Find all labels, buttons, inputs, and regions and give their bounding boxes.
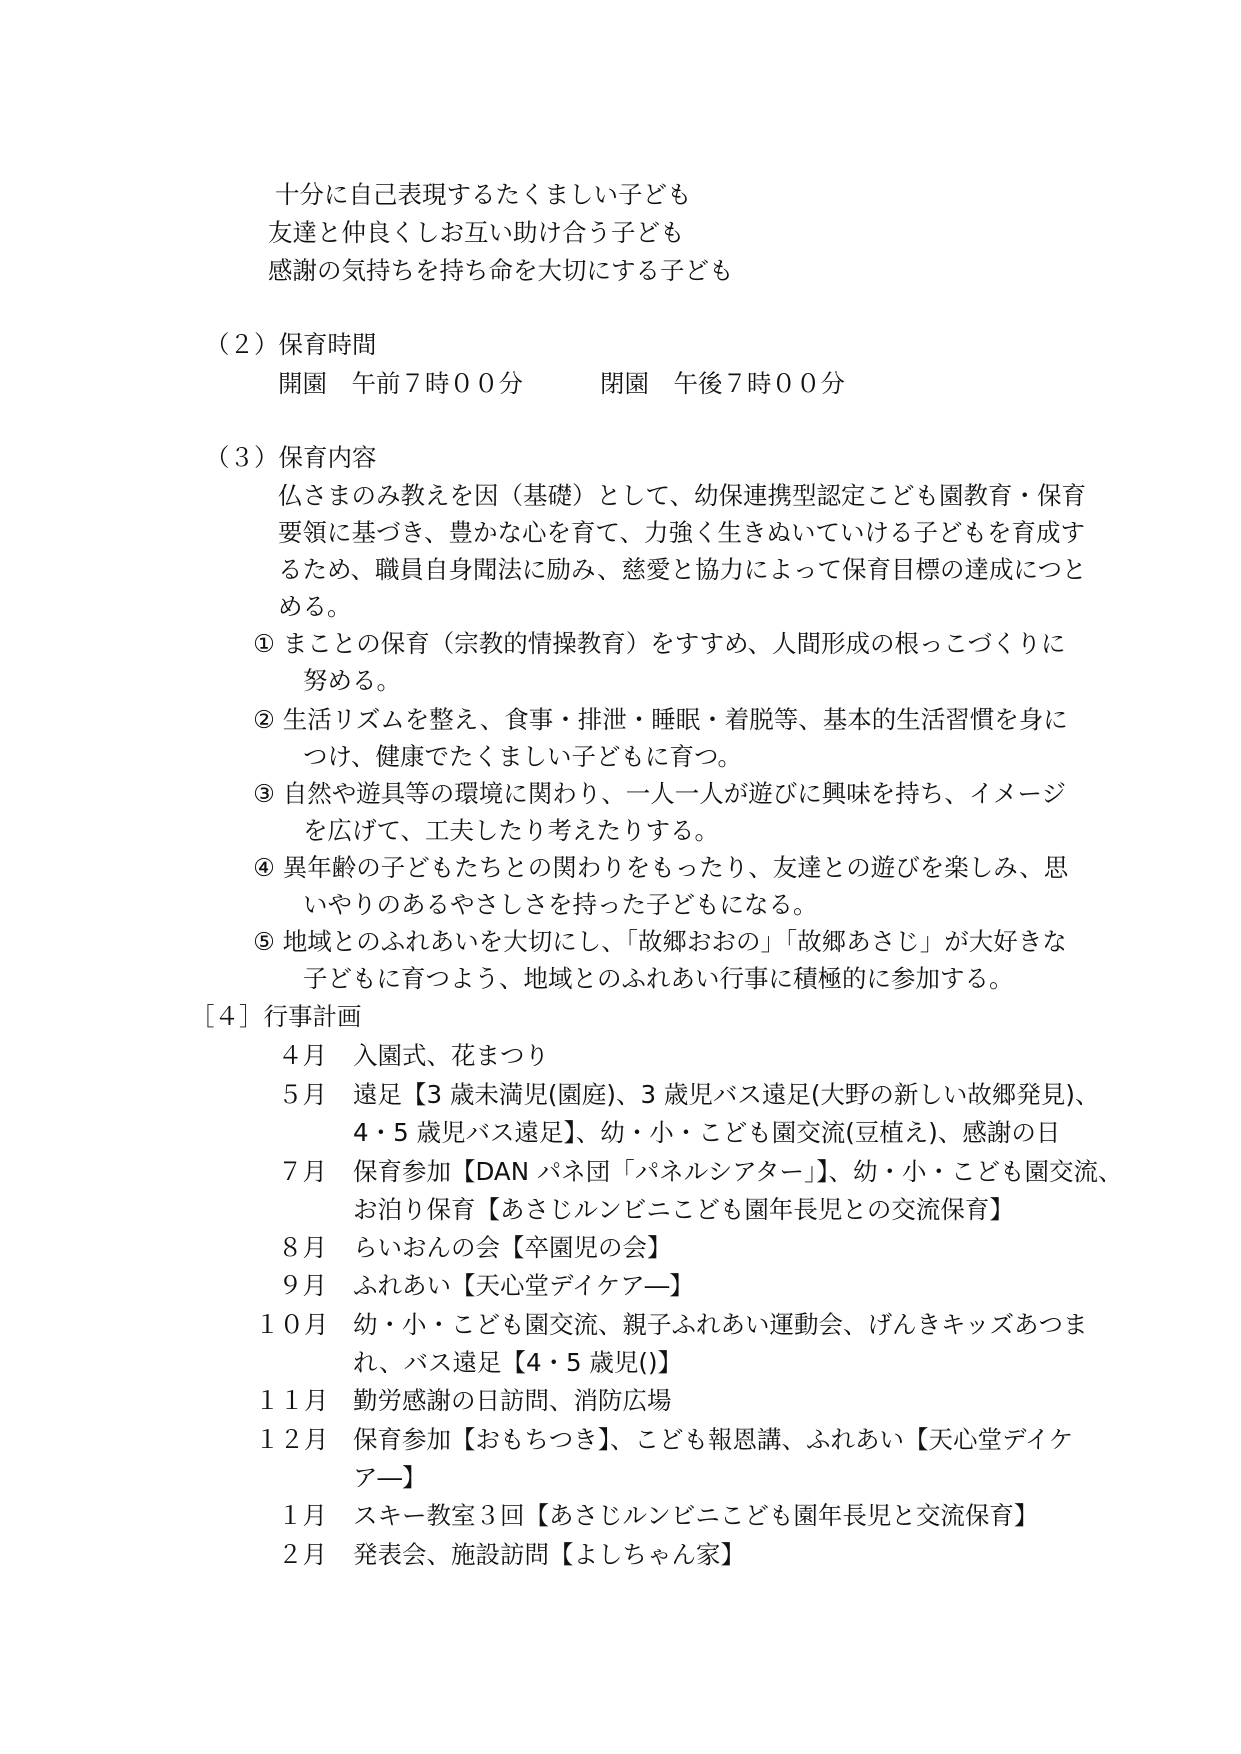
paragraph-line: 仏さまのみ教えを因（基礎）として、幼保連携型認定こども園教育・保育 bbox=[278, 481, 1087, 510]
list-item-continuation: 努める。 bbox=[303, 666, 401, 695]
list-item: ② 生活リズムを整え、食事・排泄・睡眠・着脱等、基本的生活習慣を身に bbox=[253, 705, 1068, 734]
event-text: 保育参加【おもちつき】、こども報恩講、ふれあい【天心堂デイケ bbox=[353, 1425, 1074, 1454]
paragraph-line: める。 bbox=[278, 592, 352, 621]
event-text: 入園式、花まつり bbox=[353, 1041, 549, 1070]
event-month: １１月 bbox=[255, 1386, 329, 1415]
paragraph-line: 要領に基づき、豊かな心を育て、力強く生きぬいていける子どもを育成す bbox=[278, 518, 1086, 547]
list-item-continuation: 子どもに育つよう、地域とのふれあい行事に積極的に参加する。 bbox=[303, 964, 1014, 993]
closing-hours: 閉園 午後７時００分 bbox=[600, 369, 845, 398]
list-item: ⑤ 地域とのふれあいを大切にし、「故郷おおの」「故郷あさじ」が大好きな bbox=[253, 927, 1067, 956]
list-item: ① まことの保育（宗教的情操教育）をすすめ、人間形成の根っこづくりに bbox=[253, 629, 1066, 658]
event-month: １月 bbox=[278, 1501, 327, 1530]
section-heading: （２）保育時間 bbox=[205, 330, 377, 359]
event-text: らいおんの会【卒園児の会】 bbox=[353, 1233, 672, 1262]
list-item-continuation: を広げて、工夫したり考えたりする。 bbox=[303, 816, 720, 845]
goal-line: 感謝の気持ちを持ち命を大切にする子ども bbox=[268, 256, 734, 285]
event-text: ふれあい【天心堂デイケア―】 bbox=[353, 1271, 694, 1300]
event-text: ア―】 bbox=[353, 1463, 427, 1492]
event-text: 4・5 歳児バス遠足】、幼・小・こども園交流(豆植え)、感謝の日 bbox=[353, 1118, 1061, 1147]
section-heading: ［４］行事計画 bbox=[190, 1002, 362, 1031]
event-month: ９月 bbox=[278, 1271, 327, 1300]
event-month: ８月 bbox=[278, 1233, 327, 1262]
section-heading: （３）保育内容 bbox=[205, 443, 377, 472]
event-text: 勤労感謝の日訪問、消防広場 bbox=[353, 1386, 672, 1415]
goal-line: 友達と仲良くしお互い助け合う子ども bbox=[268, 218, 685, 247]
event-text: お泊り保育【あさじルンビニこども園年長児との交流保育】 bbox=[353, 1195, 1014, 1224]
event-text: 幼・小・こども園交流、親子ふれあい運動会、げんきキッズあつま bbox=[353, 1310, 1088, 1339]
event-month: ７月 bbox=[278, 1157, 327, 1186]
event-month: ２月 bbox=[278, 1540, 327, 1569]
event-text: 遠足【3 歳未満児(園庭)、3 歳児バス遠足(大野の新しい故郷発見)、 bbox=[353, 1080, 1100, 1109]
list-item-continuation: つけ、健康でたくましい子どもに育つ。 bbox=[303, 742, 743, 771]
event-month: １０月 bbox=[255, 1310, 329, 1339]
goal-line: 十分に自己表現するたくましい子ども bbox=[275, 180, 692, 209]
event-month: ５月 bbox=[278, 1080, 327, 1109]
event-month: ４月 bbox=[278, 1041, 327, 1070]
event-month: １２月 bbox=[255, 1425, 329, 1454]
event-text: 保育参加【DAN パネ団「パネルシアター」】、幼・小・こども園交流、 bbox=[353, 1157, 1123, 1186]
list-item: ④ 異年齢の子どもたちとの関わりをもったり、友達との遊びを楽しみ、思 bbox=[253, 853, 1069, 882]
event-text: れ、バス遠足【4・5 歳児()】 bbox=[353, 1348, 683, 1377]
opening-hours: 開園 午前７時００分 bbox=[278, 369, 523, 398]
list-item: ③ 自然や遊具等の環境に関わり、一人一人が遊びに興味を持ち、イメージ bbox=[253, 779, 1067, 808]
event-text: スキー教室３回【あさじルンビニこども園年長児と交流保育】 bbox=[353, 1501, 1039, 1530]
paragraph-line: るため、職員自身聞法に励み、慈愛と協力によって保育目標の達成につと bbox=[278, 555, 1087, 584]
event-text: 発表会、施設訪問【よしちゃん家】 bbox=[353, 1540, 745, 1569]
list-item-continuation: いやりのあるやさしさを持った子どもになる。 bbox=[303, 890, 818, 919]
